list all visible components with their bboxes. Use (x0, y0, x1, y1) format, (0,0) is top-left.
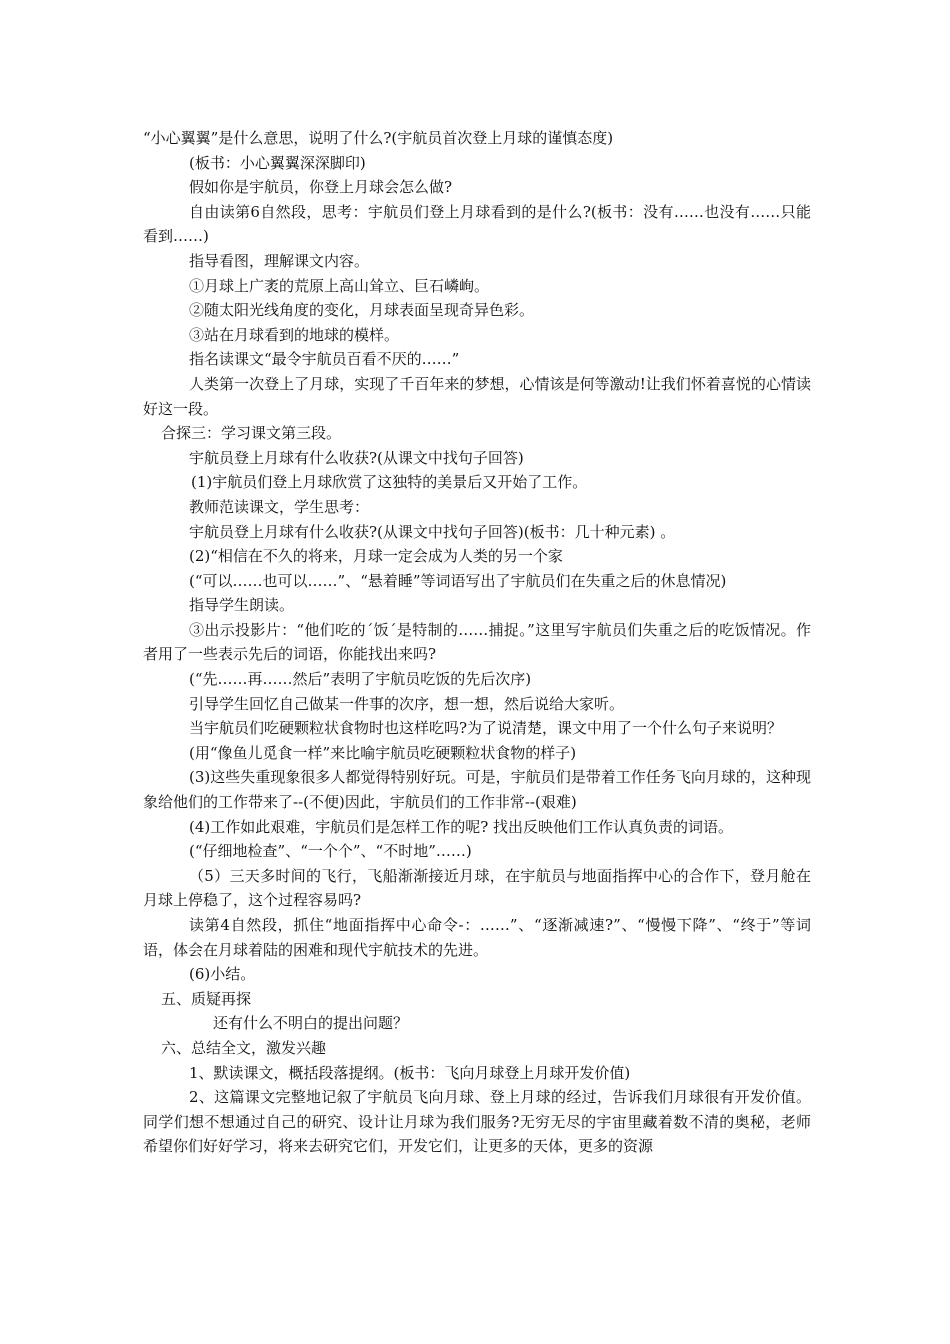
paragraph: 假如你是宇航员，你登上月球会怎么做? (189, 178, 453, 197)
paragraph: 1、默读课文，概括段落提纲。(板书：飞向月球登上月球开发价值) (189, 1063, 631, 1082)
paragraph: 指导看图，理解课文内容。 (189, 251, 370, 270)
paragraph: (1)宇航员们登上月球欣赏了这独特的美景后又开始了工作。 (191, 473, 588, 492)
paragraph: ③出示投影片：“他们吃的´饭´是特制的……捕捉。”这里写宇航员们失重之后的吃饭情况。作者用了一些表示先后的词语，你能找出来吗? (143, 620, 811, 664)
paragraph: (3)这些失重现象很多人都觉得特别好玩。可是，宇航员们是带着工作任务飞向月球的，这种现象给他们的工作带来了--(不便)因此，宇航员们的工作非常--(艰难) (143, 768, 811, 812)
paragraph: 读第4自然段，抓住“地面指挥中心命令-：……”、“逐渐减速?”、“慢慢下降”、“终于”等词语，体会在月球着陆的困难和现代宇航技术的先进。 (143, 916, 811, 959)
paragraph: (“可以……也可以……”、“悬着睡”等词语写出了宇航员们在失重之后的休息情况) (189, 571, 727, 590)
paragraph: 五、质疑再探 (161, 989, 252, 1008)
paragraph: 2、这篇课文完整地记叙了宇航员飞向月球、登上月球的经过，告诉我们月球很有开发价值。同学们想不想通过自己的研究、设计让月球为我们服务?无穷无尽的宇宙里藏着数不清的奥秘，老师希望你们好好学习，将来去研究它们，开发它们，让更多的天体，更多的资源 (143, 1088, 811, 1156)
paragraph: 指名读课文“最令宇航员百看不厌的……” (189, 350, 460, 369)
paragraph: （5）三天多时间的飞行，飞船渐渐接近月球，在宇航员与地面指挥中心的合作下，登月舱在月球上停稳了，这个过程容易吗? (143, 866, 811, 910)
paragraph: (用“像鱼儿觅食一样”来比喻宇航员吃硬颗粒状食物的样子) (189, 743, 577, 762)
paragraph: “小心翼翼”是什么意思，说明了什么?(宇航员首次登上月球的谨慎态度) (143, 129, 614, 147)
paragraph: 教师范读课文，学生思考： (189, 497, 370, 516)
paragraph: (4)工作如此艰难，宇航员们是怎样工作的呢? 找出反映他们工作认真负责的词语。 (189, 817, 734, 836)
paragraph: ①月球上广袤的荒原上高山耸立、巨石嶙峋。 (189, 276, 490, 295)
paragraph: 引导学生回忆自己做某一件事的次序，想一想，然后说给大家听。 (189, 694, 625, 713)
paragraph: 六、总结全文，激发兴趣 (161, 1038, 327, 1057)
paragraph: 人类第一次登上了月球，实现了千百年来的梦想，心情该是何等激动!让我们怀着喜悦的心情读好这一段。 (143, 374, 811, 418)
document-body (143, 126, 811, 1159)
paragraph: (“仔细地检查”、“一个个”、“不时地”……) (189, 842, 472, 861)
paragraph: 宇航员登上月球有什么收获?(从课文中找句子回答) (189, 448, 524, 467)
paragraph: 指导学生朗读。 (189, 596, 295, 615)
paragraph: (板书：小心翼翼深深脚印) (189, 153, 366, 172)
paragraph: ②随太阳光线角度的变化，月球表面呈现奇异色彩。 (189, 301, 535, 320)
paragraph: 当宇航员们吃硬颗粒状食物时也这样吃吗?为了说清楚，课文中用了一个什么句子来说明？ (189, 719, 783, 738)
paragraph: 合探三：学习课文第三段。 (161, 424, 342, 443)
paragraph: 自由读第6自然段，思考：宇航员们登上月球看到的是什么?(板书：没有……也没有……只能看到……) (143, 202, 811, 246)
paragraph: (“先……再……然后”表明了宇航员吃饭的先后次序) (189, 670, 532, 689)
paragraph: 还有什么不明白的提出问题？ (213, 1014, 409, 1033)
paragraph: ③站在月球看到的地球的模样。 (189, 325, 400, 344)
paragraph: 宇航员登上月球有什么收获?(从课文中找句子回答)(板书：几十种元素) 。 (189, 522, 676, 541)
paragraph: (6)小结。 (189, 965, 256, 984)
paragraph: (2)“相信在不久的将来，月球一定会成为人类的另一个家 (189, 547, 563, 566)
